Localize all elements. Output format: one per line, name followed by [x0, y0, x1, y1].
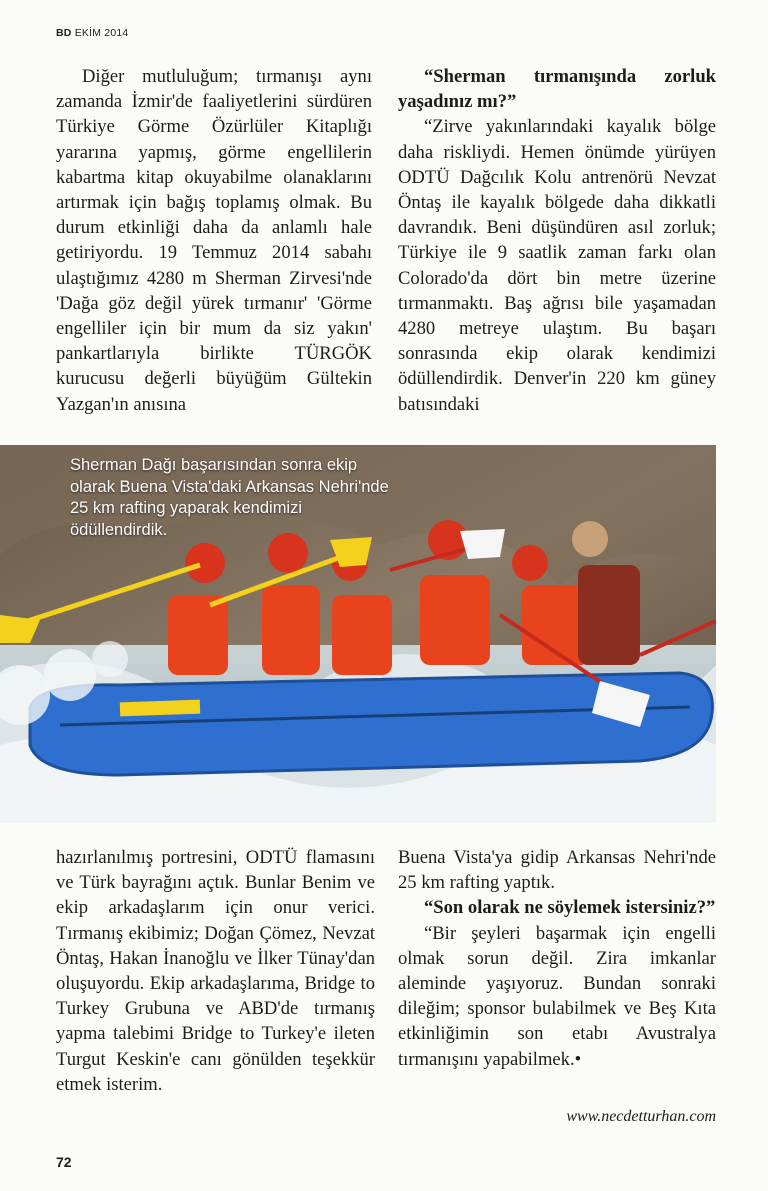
page-number: 72: [56, 1154, 72, 1170]
answer-final: “Bir şeyleri başarmak için engelli olmak sorun değil. Zira imkanlar aleminde yaşıyoruz. Bundan sonraki dileğim; sponsor bulabilmek ve Beş Kıta etkinliğimin son etabı Avustralya tırmanışını yapabilmek.•: [398, 922, 716, 1070]
issue-date: EKİM 2014: [74, 27, 129, 39]
question-sherman: “Sherman tırmanışında zorluk yaşadınız mı?”: [398, 66, 716, 113]
column1-paragraph: Diğer mutluluğum; tırmanışı aynı zamanda İzmir'de faaliyetlerini sürdüren Türkiye Görme Özürlüler Kitaplığı yararına yapmış, görme engellilerin kabartma kitap okuyabilme olanaklarını artırmak için bağış toplamış olmak. Bu durum etkinliği daha da anlamlı hale getiriyordu. 19 Temmuz 2014 sabahı ulaştığımız 4280 m Sherman Zirvesi'nde 'Dağa göz değil yürek tırmanır' 'Görme engelliler için bir mum da siz yakın' pankartlarıyla birlikte TÜRGÖK kurucusu değerli büyüğüm Gültekin Yazgan'ın anısına: [56, 66, 372, 415]
author-website: www.necdetturhan.com: [566, 1108, 716, 1125]
column3-paragraph: hazırlanılmış portresini, ODTÜ flamasını ve Türk bayrağını açtık. Bunlar Benim ve ekip arkadaşlarım için onur verici. Tırmanış ekibimiz; Doğan Çömez, Nevzat Öntaş, Hakan İnanoğlu ve İlker Tünay'dan oluşuyordu. Ekip arkadaşlarıma, Bridge to Turkey Grubuna ve ABD'de tırmanış yapma talebimi Bridge to Turkey'e ileten Turgut Keskin'e canı gönülden teşekkür etmek isterim.: [56, 847, 375, 1095]
answer-sherman: “Zirve yakınlarındaki kayalık bölge daha riskliydi. Hemen önümde yürüyen ODTÜ Dağcılık Kolu antrenörü Nevzat Öntaş ile kayalık bölgede daha dikkatli davrandık. Beni düşündüren asıl zorluk; Türkiye ile 9 saatlik zaman farkı olan Colorado'da dört bin metre üzerine tırmanmaktı. Baş ağrısı bile yaşamadan 4280 metreye ulaştım. Bu başarı sonrasında ekip olarak kendimizi ödüllendirdik. Denver'in 220 km güney batısındaki: [398, 116, 716, 415]
article-column-3: [56, 845, 375, 1097]
brand-label: BD: [56, 27, 72, 39]
article-column-1: [56, 64, 372, 417]
photo-caption: Sherman Dağı başarısından sonra ekip olarak Buena Vista'daki Arkansas Nehri'nde 25 km rafting yaparak kendimizi ödüllendirdik.: [70, 456, 389, 539]
column4-paragraph: Buena Vista'ya gidip Arkansas Nehri'nde 25 km rafting yaptık.: [398, 847, 716, 894]
article-column-4: [398, 845, 716, 1072]
question-final: “Son olarak ne söylemek istersiniz?”: [424, 897, 716, 919]
issue-header: [56, 27, 128, 39]
article-column-2: [398, 64, 716, 417]
